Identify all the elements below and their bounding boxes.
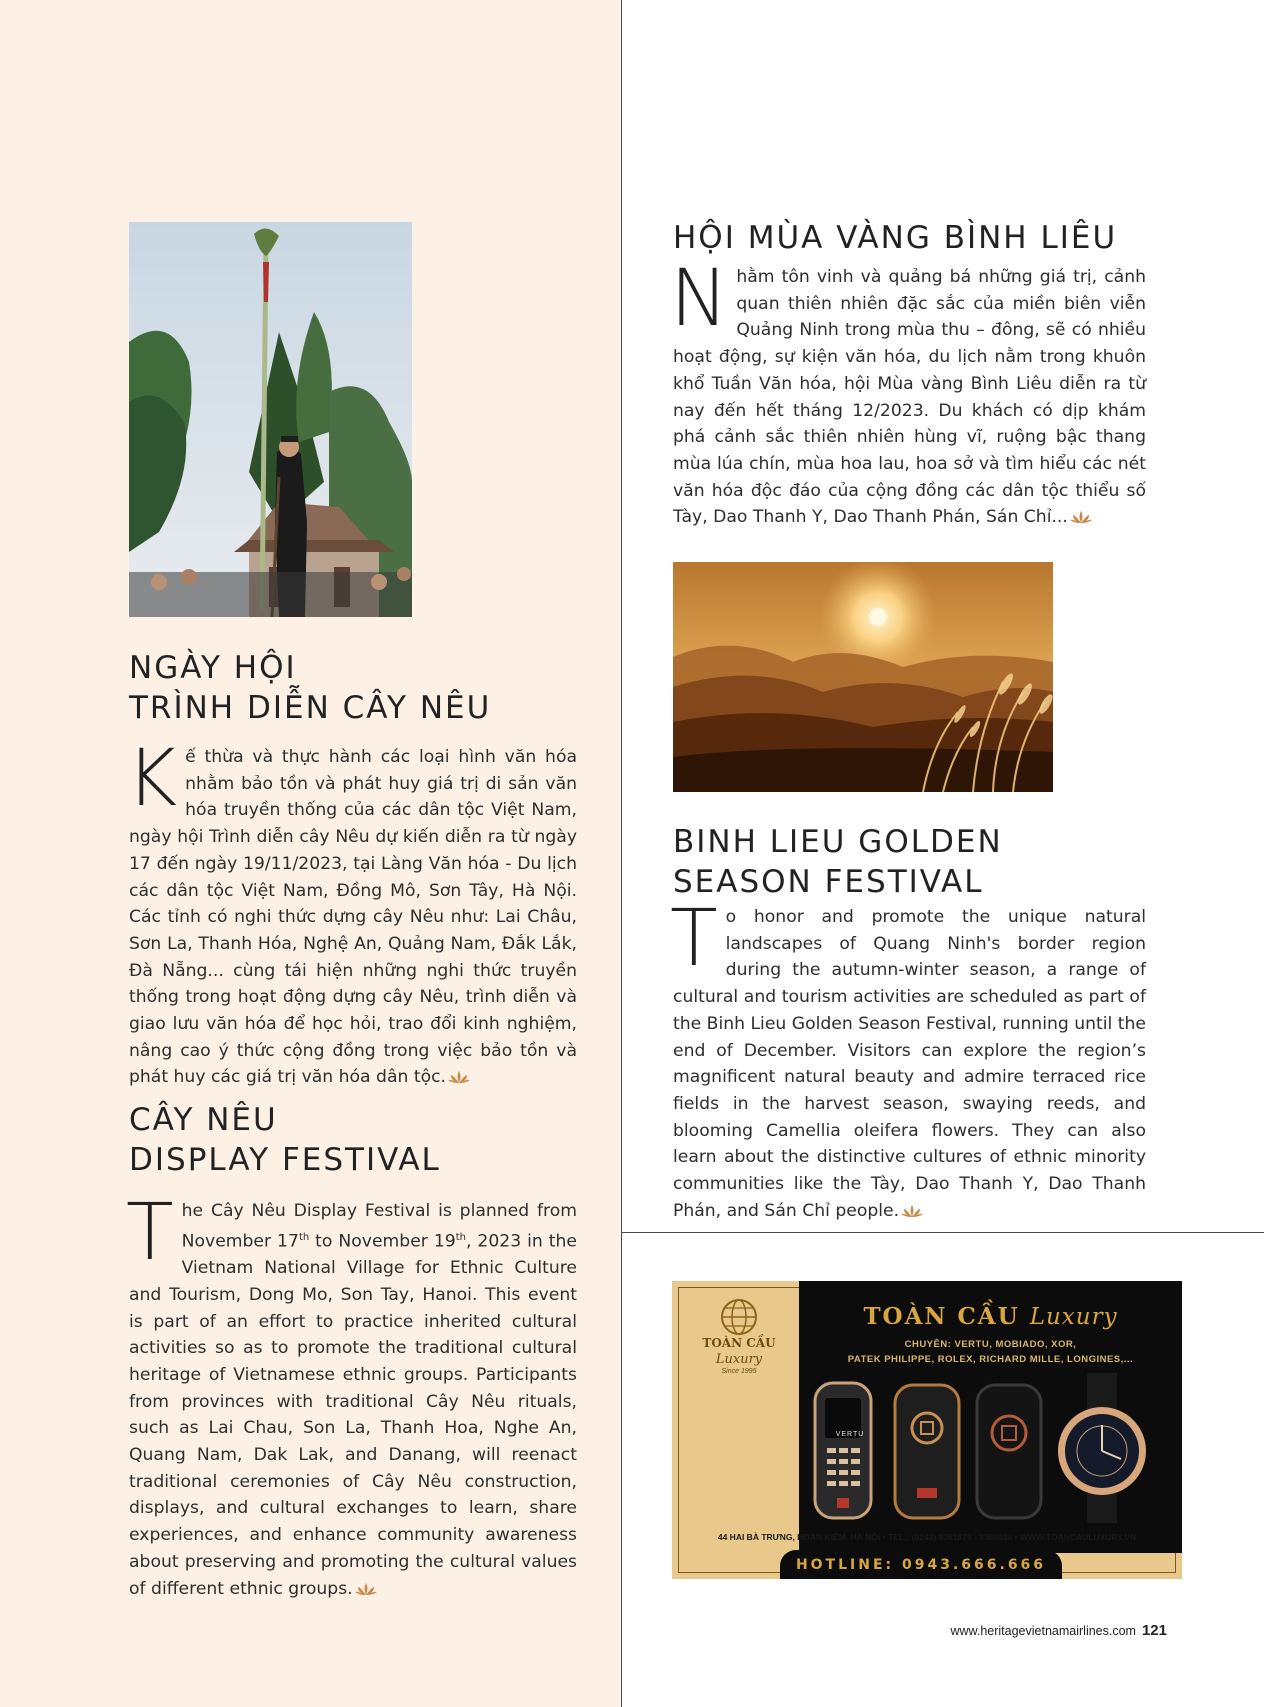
paragraph-text: to November 19: [309, 1231, 456, 1252]
paragraph-text: , 2023 in the Vietnam National Village for Ethnic Culture and Tourism, Dong Mo, Son Tay, Hanoi. This event is part of an effort to practice inherited cultural activities so as to promote the traditional cultural heritage of Vietnamese ethnic groups. Participants from provinces with traditional Cây Nêu rituals, such as Lai Chau, Son La, Thanh Hoa, Nghe An, Quang Nam, Dak Lak, and Danang, will reenact traditional ceremonies of Cây Nêu construction, displays, and cultural exchanges to learn, share experiences, and enhance community awareness about preserving and promoting the cultural values of different ethnic groups.: [129, 1231, 577, 1599]
toan-cau-luxury-advertisement[interactable]: [672, 1281, 1182, 1579]
drop-cap: T: [126, 1188, 174, 1278]
ad-subtitle-1: CHUYÊN: VERTU, MOBIADO, XOR,: [904, 1339, 1077, 1350]
heading-hoi-mua-vang: HỘI MÙA VÀNG BÌNH LIÊU: [673, 220, 1118, 256]
drop-cap: K: [126, 734, 178, 824]
heading-line-1: NGÀY HỘI: [129, 650, 297, 686]
lotus-icon: [1070, 510, 1092, 524]
lotus-icon: [901, 1204, 923, 1218]
superscript: th: [298, 1231, 310, 1243]
article-paragraph-en-left: [126, 1188, 577, 1602]
heading-line-2: SEASON FESTIVAL: [673, 864, 984, 900]
phone-brand-label: VERTU: [835, 1431, 865, 1438]
ad-hotline[interactable]: HOTLINE: 0943.666.666: [780, 1550, 1062, 1579]
paragraph-text: hằm tôn vinh và quảng bá những giá trị, cảnh quan thiên nhiên đặc sắc của miền biên viễn Quảng Ninh trong mùa thu – đông, sẽ có nhiều hoạt động, sự kiện văn hóa, du lịch nằm trong khuôn khổ Tuần Văn hóa, hội Mùa vàng Bình Liêu diễn ra từ nay đến hết tháng 12/2023. Du khách có dịp khám phá cảnh sắc thiên nhiên hùng vĩ, ruộng bậc thang mùa lúa chín, mùa hoa lau, hoa sở và tìm hiểu các nét văn hóa độc đáo của cộng đồng các dân tộc thiểu số Tày, Dao Thanh Y, Dao Thanh Phán, Sán Chỉ...: [673, 267, 1146, 528]
heading-line-1: CÂY NÊU: [129, 1102, 278, 1138]
ad-brand-title: [799, 1303, 1182, 1330]
drop-cap: N: [670, 254, 729, 344]
logo-text-top: TOÀN CẦU: [702, 1336, 776, 1350]
footer-url[interactable]: www.heritagevietnamairlines.com: [950, 1624, 1136, 1638]
column-divider: [621, 0, 622, 1707]
logo-since: Since 1995: [721, 1368, 757, 1375]
article-paragraph-vi-right: [670, 254, 1146, 531]
paragraph-text: ế thừa và thực hành các loại hình văn hóa nhằm bảo tồn và phát huy giá trị di sản văn hóa truyền thống của các dân tộc Việt Nam, ngày hội Trình diễn cây Nêu dự kiến diễn ra từ ngày 17 đến ngày 19/11/2023, tại Làng Văn hóa - Du lịch các dân tộc Việt Nam, Đồng Mô, Sơn Tây, Hà Nội. Các tỉnh có nghi thức dựng cây Nêu như: Lai Châu, Sơn La, Thanh Hóa, Nghệ An, Quảng Nam, Đắk Lắk, Đà Nẵng... cùng tái hiện những nghi thức truyền thống trong hoạt động dựng cây Nêu, trình diễn và giao lưu văn hóa để học hỏi, trao đổi kinh nghiệm, nâng cao ý thức cộng đồng trong việc bảo tồn và phát huy các giá trị văn hóa dân tộc.: [129, 747, 577, 1088]
page-footer: [950, 1622, 1167, 1639]
ad-address-line: 44 HAI BÀ TRƯNG, HOÀN KIẾM, HÀ NỘI • TEL.: (0243) 9361979 - 9360030 • WWW.TOANCAULUXURY.VN: [717, 1532, 1137, 1542]
superscript: th: [455, 1231, 466, 1243]
paragraph-text: he Cây Nêu Display Festival is planned from November 17: [181, 1201, 577, 1252]
paragraph-text: o honor and promote the unique natural landscapes of Quang Ninh's border region during the autumn-winter season, a range of cultural and tourism activities are scheduled as part of the Binh Lieu Golden Season Festival, running until the end of December. Visitors can explore the region’s magnificent natural beauty and admire terraced rice fields in the harvest season, swaying reeds, and blooming Camellia oleifera flowers. They can also learn about the distinctive cultures of ethnic minority communities like the Tày, Dao Thanh Y, Dao Thanh Phán, and Sán Chỉ people.: [673, 907, 1146, 1221]
brand-main: TOÀN CẦU: [863, 1303, 1020, 1330]
cay-neu-ceremony-photo: [129, 222, 412, 617]
article-paragraph-vi-left: [126, 734, 577, 1091]
brand-script: Luxury: [1029, 1304, 1118, 1330]
heading-binh-lieu-golden-season: [673, 822, 1003, 902]
ad-subtitle-2: PATEK PHILIPPE, ROLEX, RICHARD MILLE, LONGINES,...: [847, 1354, 1134, 1365]
heading-ngay-hoi: [129, 648, 491, 728]
logo-text-bottom: Luxury: [715, 1352, 763, 1367]
heading-line-2: DISPLAY FESTIVAL: [129, 1142, 441, 1178]
drop-cap: T: [670, 894, 718, 984]
lotus-icon: [355, 1582, 377, 1596]
ad-divider: [621, 1232, 1264, 1233]
article-paragraph-en-right: [670, 894, 1146, 1224]
toan-cau-logo: [694, 1291, 784, 1381]
page-number: 121: [1141, 1622, 1167, 1639]
heading-line-2: TRÌNH DIỄN CÂY NÊU: [129, 690, 492, 726]
heading-cay-neu-display-festival: [129, 1100, 441, 1180]
heading-line-1: BINH LIEU GOLDEN: [673, 824, 1003, 860]
lotus-icon: [448, 1070, 470, 1084]
binh-lieu-sunset-photo: [673, 562, 1053, 792]
luxury-products-illustration: [799, 1373, 1182, 1523]
ad-dark-panel: [799, 1281, 1182, 1553]
